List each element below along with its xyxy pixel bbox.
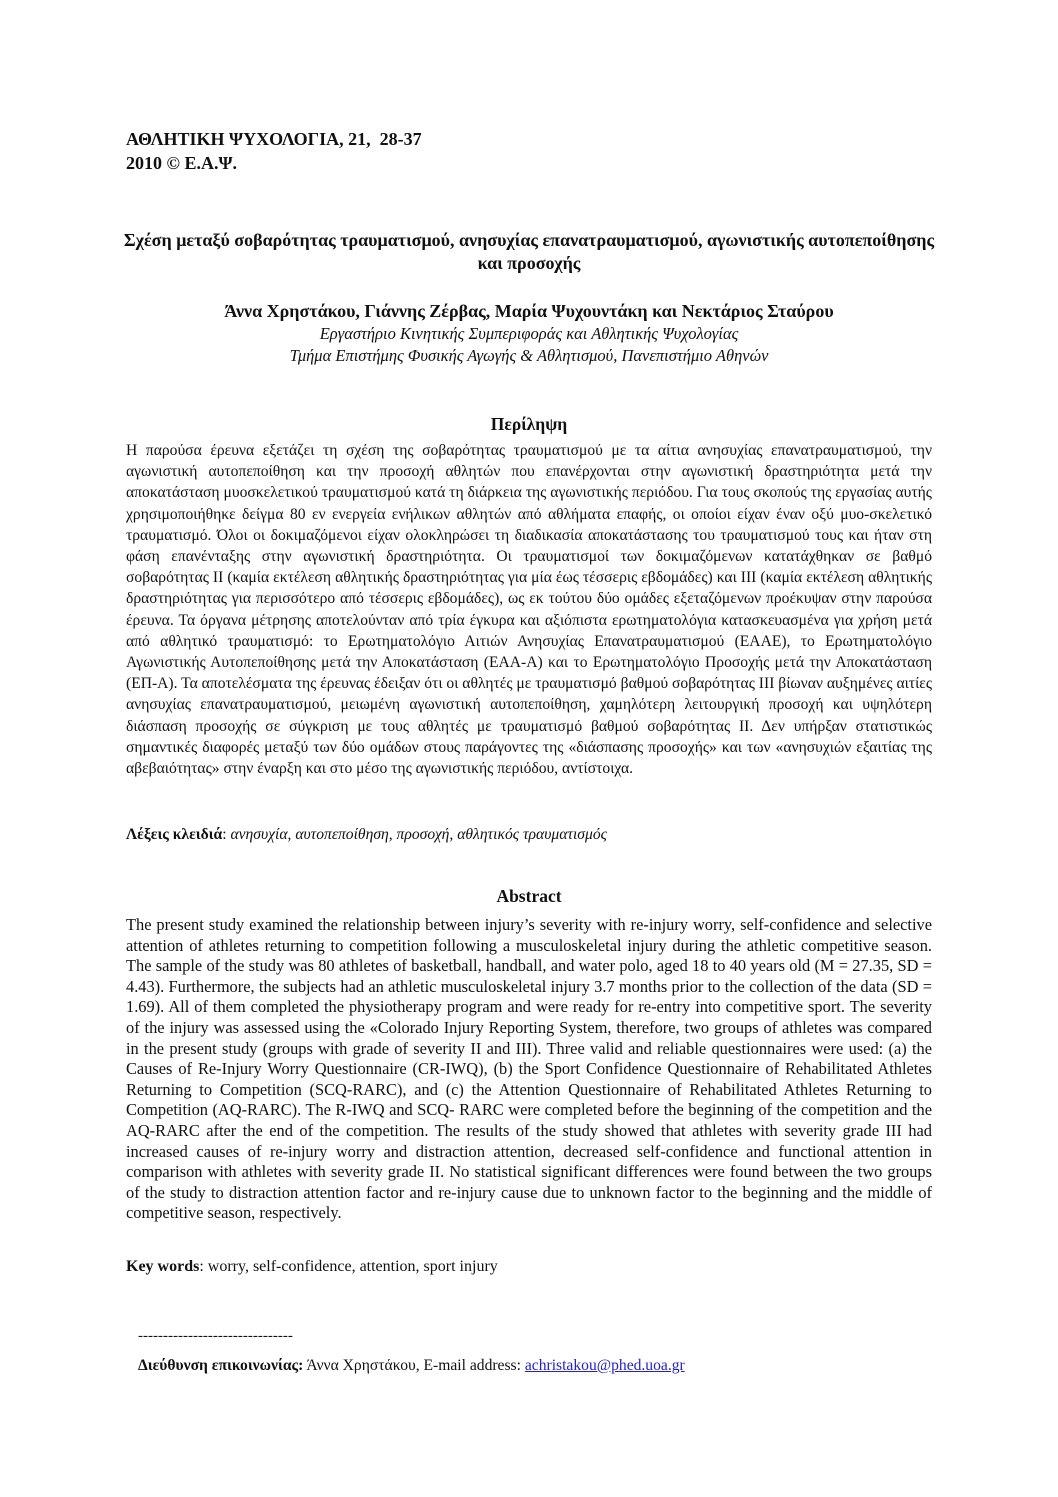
- footnote-rule: -------------------------------: [138, 1328, 293, 1344]
- contact-text: Άννα Χρηστάκου, E-mail address:: [306, 1357, 521, 1374]
- journal-header: [126, 127, 422, 175]
- english-keywords: Key words: worry, self-confidence, attention, sport injury: [126, 1258, 498, 1275]
- greek-abstract-text: Η παρούσα έρευνα εξετάζει τη σχέση της σοβαρότητας τραυματισμού με τα αίτια ανησυχίας επανατραυματισμού, την αγωνιστική αυτοπεποίθηση και την προσοχή αθλητών που επανέρχονται στην αγωνιστική δραστηριότητα μετά την αποκατάσταση μυοσκελετικού τραυματισμού κατά τη διάρκεια της αγωνιστικής περιόδου. Για τους σκοπούς της εργασίας αυτής χρησιμοποιήθηκε δείγμα 80 εν ενεργεία ενήλικων αθλητών από αθλήματα επαφής, οι οποίοι είχαν έναν οξύ μυο-σκελετικό τραυματισμό. Όλοι οι δοκιμαζόμενοι είχαν ολοκληρώσει τη διαδικασία αποκατάστασης του τραυματισμού τους και ήταν στη φάση επανένταξης στην αγωνιστική δραστηριότητα. Οι τραυματισμοί των δοκιμαζόμενων κατατάχθηκαν σε βαθμό σοβαρότητας ΙΙ (καμία εκτέλεση αθλητικής δραστηριότητας για μία έως τέσσερις εβδομάδες) και ΙΙΙ (καμία εκτέλεση αθλητικής δραστηριότητας για περισσότερο από τέσσερις εβδομάδες), ως εκ τούτου δύο ομάδες εξεταζόμενων προέκυψαν στην παρούσα έρευνα. Τα όργανα μέτρησης αποτελούνταν από τρία έγκυρα και αξιόπιστα ερωτηματολόγια κατασκευασμένα για χρήση μετά από αθλητικό τραυματισμό: το Ερωτηματολόγιο Αιτιών Ανησυχίας Επανατραυματισμού (ΕΑΑΕ), το Ερωτηματολόγιο Αγωνιστικής Αυτοπεποίθησης μετά την Αποκατάσταση (ΕΑΑ-Α) και το Ερωτηματολόγιο Προσοχής μετά την Αποκατάσταση (ΕΠ-Α). Τα αποτελέσματα της έρευνας έδειξαν ότι οι αθλητές με τραυματισμό βαθμού σοβαρότητας ΙΙΙ βίωναν αυξημένες αιτίες ανησυχίας επανατραυματισμού, μειωμένη αγωνιστική αυτοπεποίθηση, χαμηλότερη λειτουργική προσοχή και υψηλότερη διάσπαση προσοχής σε σύγκριση με τους αθλητές με τραυματισμό βαθμού σοβαρότητας ΙΙ. Δεν υπήρξαν στατιστικώς σημαντικές διαφορές μεταξύ των δύο ομάδων στους παράγοντες της «διάσπασης προσοχής» και των «ανησυχιών εξαιτίας της αβεβαιότητας» στην έναρξη και στο μέσο της αγωνιστικής περιόδου, αντίστοιχα.: [126, 442, 932, 778]
- greek-keywords-terms: ανησυχία, αυτοπεποίθηση, προσοχή, αθλητικός τραυματισμός: [230, 826, 607, 843]
- affiliation-department: Τμήμα Επιστήμης Φυσικής Αγωγής & Αθλητισμού, Πανεπιστήμιο Αθηνών: [289, 346, 769, 365]
- author-names: Άννα Χρηστάκου, Γιάννης Ζέρβας, Μαρία Ψυχουντάκη και Νεκτάριος Σταύρου: [224, 301, 834, 321]
- contact-label: Διεύθυνση επικοινωνίας:: [138, 1357, 304, 1374]
- greek-keywords: Λέξεις κλειδιά: ανησυχία, αυτοπεποίθηση, προσοχή, αθλητικός τραυματισμός: [126, 826, 607, 843]
- contact-footnote: [138, 1357, 685, 1375]
- greek-keywords-label: Λέξεις κλειδιά: [126, 826, 223, 843]
- paper-title: Σχέση μεταξύ σοβαρότητας τραυματισμού, ανησυχίας επανατραυματισμού, αγωνιστικής αυτοπεποίθησης και προσοχής: [123, 230, 935, 273]
- affiliation-lab: Εργαστήριο Κινητικής Συμπεριφοράς και Αθλητικής Ψυχολογίας: [319, 324, 739, 343]
- english-keywords-label: Key words: [126, 1258, 200, 1275]
- journal-citation: ΑΘΛΗΤΙΚΗ ΨΥΧΟΛΟΓΙΑ, 21, 28-37: [126, 129, 422, 149]
- greek-abstract-heading: Περίληψη: [490, 414, 568, 434]
- email-link[interactable]: achristakou@phed.uoa.gr: [524, 1357, 685, 1374]
- english-abstract-text: The present study examined the relationship between injury’s severity with re-injury worry, self-confidence and selective attention of athletes returning to competition following a musculoskeletal injury during the athletic competitive season. The sample of the study was 80 athletes of basketball, handball, and water polo, aged 18 to 40 years old (M = 27.35, SD = 4.43). Furthermore, the subjects had an athletic musculoskeletal injury 3.7 months prior to the collection of the data (SD = 1.69). All of them completed the physiotherapy program and were ready for re-entry into competitive sport. The severity of the injury was assessed using the «Colorado Injury Reporting System, therefore, two groups of athletes was compared in the present study (groups with grade of severity II and III). Three valid and reliable questionnaires were used: (a) the Causes of Re-Injury Worry Questionnaire (CR-IWQ), (b) the Sport Confidence Questionnaire of Rehabilitated Athletes Returning to Competition (SCQ-RARC), and (c) the Attention Questionnaire of Rehabilitated Athletes Returning to Competition (AQ-RARC). The R-IWQ and SCQ- RARC were completed before the beginning of the competition and the AQ-RARC after the end of the competition. The results of the study showed that athletes with severity grade III had increased causes of re-injury worry and distraction attention, decreased self-confidence and functional attention in comparison with athletes with severity grade II. No statistical significant differences were found between the two groups of the study to distraction attention factor and re-injury cause due to unknown factor to the beginning and the middle of competitive season, respectively.: [126, 915, 932, 1223]
- journal-copyright: 2010 © Ε.Α.Ψ.: [126, 153, 237, 173]
- author-block: [120, 299, 938, 367]
- english-abstract-heading: Abstract: [496, 886, 562, 906]
- english-keywords-terms: worry, self-confidence, attention, sport injury: [207, 1258, 498, 1275]
